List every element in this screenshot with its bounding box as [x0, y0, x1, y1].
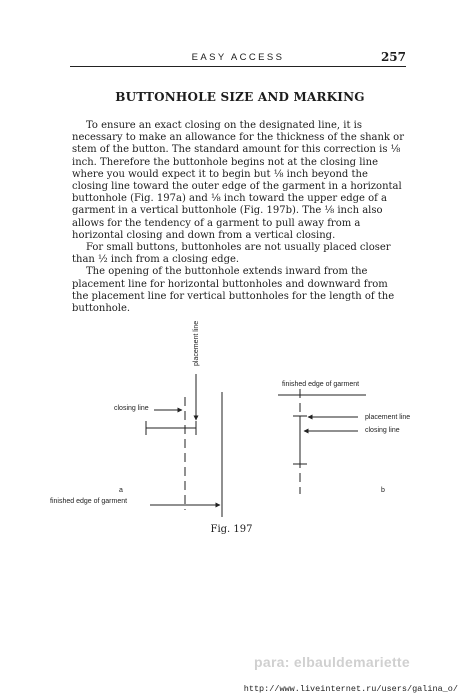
footer-url: http://www.liveinternet.ru/users/galina_o/: [243, 684, 458, 694]
watermark: para: elbauldemariette: [254, 654, 410, 670]
placement-line-label-a: placement line: [193, 320, 200, 366]
figure-diagram: [50, 312, 420, 527]
figure-caption: Fig. 197: [210, 524, 253, 535]
closing-line-label-a: closing line: [114, 405, 149, 412]
finished-edge-label-b: finished edge of garment: [282, 381, 360, 388]
paragraph-1: To ensure an exact closing on the designated line, it is necessary to make an allowance for the thickness of the shank or stem of the button. The standard amount for this correction is ⅛ inch. Therefore the buttonhole begins not at the closing line where you would expect it to begin but ⅛ inch beyond the closing line toward the outer edge of the garment in a horizontal buttonhole (Fig. 197a) and ⅛ inch toward the upper edge of a garment in a vertical buttonhole (Fig. 197b). The ⅛ inch also allows for the tendency of a garment to pull away from a horizontal closing and down from a vertical closing.: [72, 120, 404, 241]
running-head-title: EASY ACCESS: [191, 52, 285, 63]
running-head: [70, 50, 406, 68]
closing-line-label-b: closing line: [365, 427, 400, 434]
figure-197: [50, 312, 420, 527]
figure-a-letter: a: [119, 487, 123, 494]
paragraph-2: For small buttons, buttonholes are not usually placed closer than ½ inch from a closing edge.: [72, 242, 391, 266]
placement-line-label-b: placement line: [365, 414, 411, 421]
page-number: 257: [380, 50, 406, 64]
finished-edge-label-a: finished edge of garment: [50, 498, 128, 505]
header-rule: [70, 66, 406, 67]
section-heading: BUTTONHOLE SIZE AND MARKING: [115, 90, 365, 104]
body-text: [72, 120, 406, 315]
figure-b-letter: b: [381, 487, 385, 494]
paragraph-3: The opening of the buttonhole extends inward from the placement line for horizontal buttonholes and downward from the placement line for vertical buttonholes for the length of the buttonhole.: [72, 266, 395, 315]
